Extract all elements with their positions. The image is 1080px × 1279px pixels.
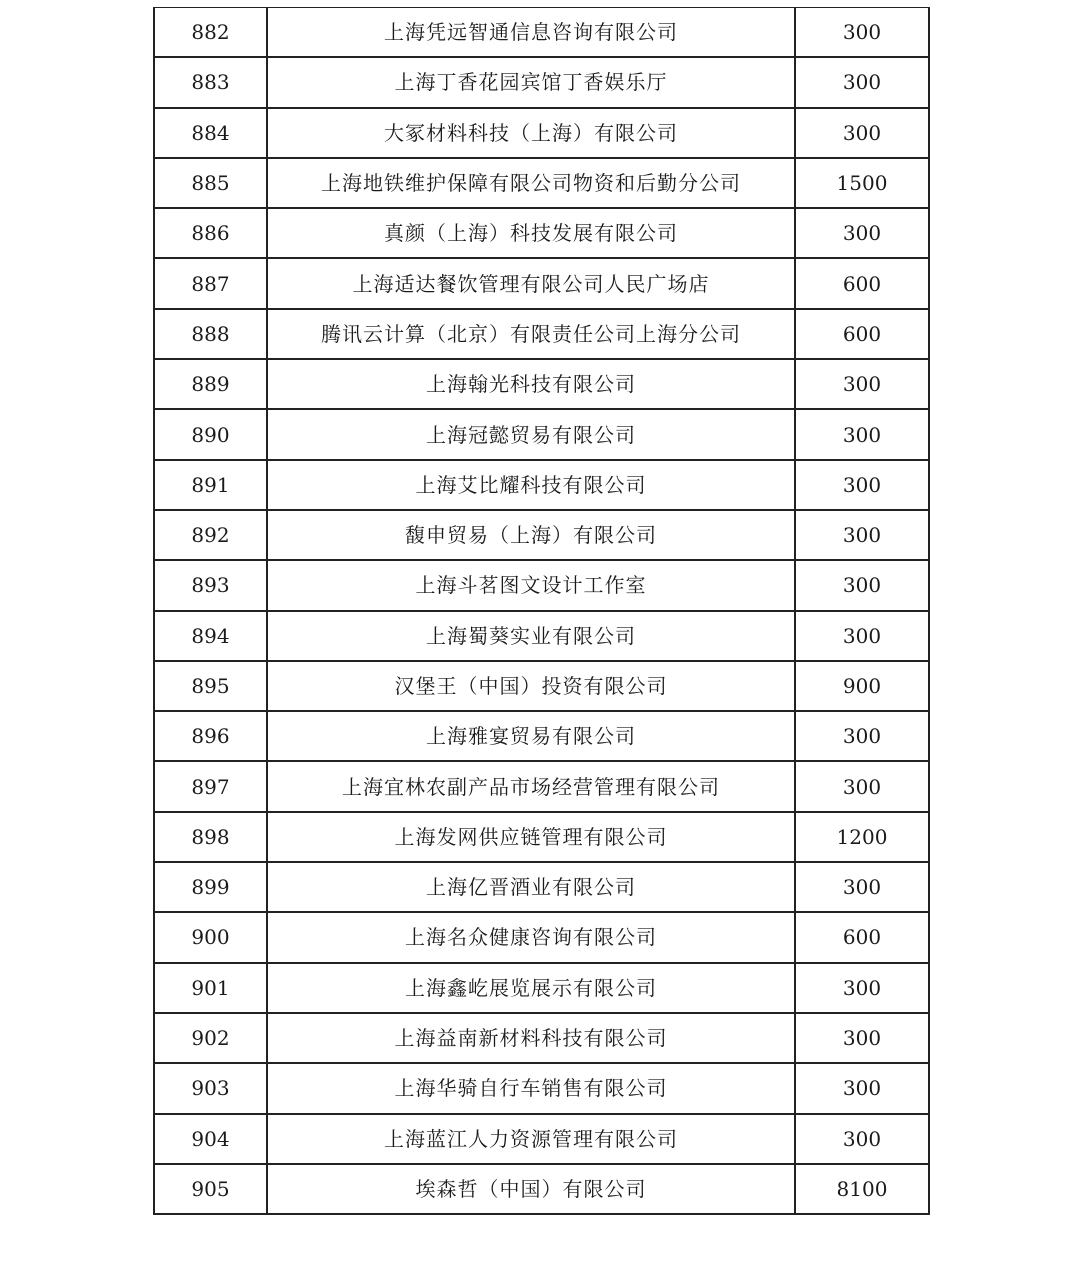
- table-row: [154, 208, 929, 258]
- amount-cell: 1500: [795, 158, 929, 208]
- amount-cell: 300: [795, 963, 929, 1013]
- table-row: [154, 510, 929, 560]
- table-row: [154, 963, 929, 1013]
- company-name-cell: 上海发网供应链管理有限公司: [267, 812, 795, 862]
- company-name-cell: 埃森哲（中国）有限公司: [267, 1164, 795, 1214]
- row-number-cell: 885: [154, 158, 267, 208]
- table-row: [154, 912, 929, 962]
- company-name-cell: 上海冠懿贸易有限公司: [267, 409, 795, 459]
- company-name-cell: 上海华骑自行车销售有限公司: [267, 1063, 795, 1113]
- row-number-cell: 887: [154, 258, 267, 308]
- amount-cell: 300: [795, 711, 929, 761]
- row-number-cell: 894: [154, 611, 267, 661]
- row-number-cell: 899: [154, 862, 267, 912]
- table-row: [154, 258, 929, 308]
- amount-cell: 300: [795, 560, 929, 610]
- company-name-cell: 馥申贸易（上海）有限公司: [267, 510, 795, 560]
- table-row: [154, 1063, 929, 1113]
- row-number-cell: 884: [154, 108, 267, 158]
- company-name-cell: 上海地铁维护保障有限公司物资和后勤分公司: [267, 158, 795, 208]
- amount-cell: 300: [795, 1013, 929, 1063]
- amount-cell: 1200: [795, 812, 929, 862]
- amount-cell: 900: [795, 661, 929, 711]
- amount-cell: 300: [795, 208, 929, 258]
- row-number-cell: 902: [154, 1013, 267, 1063]
- amount-cell: 8100: [795, 1164, 929, 1214]
- amount-cell: 300: [795, 409, 929, 459]
- company-name-cell: 上海蜀葵实业有限公司: [267, 611, 795, 661]
- company-name-cell: 上海丁香花园宾馆丁香娱乐厅: [267, 57, 795, 107]
- company-name-cell: 上海宜林农副产品市场经营管理有限公司: [267, 761, 795, 811]
- row-number-cell: 897: [154, 761, 267, 811]
- company-name-cell: 上海亿晋酒业有限公司: [267, 862, 795, 912]
- row-number-cell: 891: [154, 460, 267, 510]
- table-row: [154, 560, 929, 610]
- row-number-cell: 890: [154, 409, 267, 459]
- amount-cell: 300: [795, 1114, 929, 1164]
- company-name-cell: 上海蓝江人力资源管理有限公司: [267, 1114, 795, 1164]
- amount-cell: 600: [795, 258, 929, 308]
- row-number-cell: 905: [154, 1164, 267, 1214]
- row-number-cell: 904: [154, 1114, 267, 1164]
- company-name-cell: 汉堡王（中国）投资有限公司: [267, 661, 795, 711]
- row-number-cell: 893: [154, 560, 267, 610]
- amount-cell: 300: [795, 460, 929, 510]
- row-number-cell: 900: [154, 912, 267, 962]
- table-row: [154, 57, 929, 107]
- table-row: [154, 1013, 929, 1063]
- table-row: [154, 862, 929, 912]
- amount-cell: 300: [795, 862, 929, 912]
- row-number-cell: 882: [154, 8, 267, 58]
- amount-cell: 300: [795, 359, 929, 409]
- row-number-cell: 889: [154, 359, 267, 409]
- amount-cell: 300: [795, 510, 929, 560]
- company-name-cell: 上海翰光科技有限公司: [267, 359, 795, 409]
- company-name-cell: 上海斗茗图文设计工作室: [267, 560, 795, 610]
- table-row: [154, 812, 929, 862]
- company-name-cell: 上海适达餐饮管理有限公司人民广场店: [267, 258, 795, 308]
- company-name-cell: 上海凭远智通信息咨询有限公司: [267, 8, 795, 58]
- company-name-cell: 上海雅宴贸易有限公司: [267, 711, 795, 761]
- table-row: [154, 108, 929, 158]
- table-row: [154, 711, 929, 761]
- table-row: [154, 1164, 929, 1214]
- company-name-cell: 上海鑫屹展览展示有限公司: [267, 963, 795, 1013]
- amount-cell: 600: [795, 309, 929, 359]
- table-row: [154, 158, 929, 208]
- table-body: [154, 8, 929, 1215]
- table-row: [154, 611, 929, 661]
- row-number-cell: 901: [154, 963, 267, 1013]
- table-row: [154, 309, 929, 359]
- amount-cell: 300: [795, 761, 929, 811]
- table-row: [154, 409, 929, 459]
- amount-cell: 300: [795, 1063, 929, 1113]
- company-name-cell: 大冢材料科技（上海）有限公司: [267, 108, 795, 158]
- amount-cell: 600: [795, 912, 929, 962]
- table-row: [154, 661, 929, 711]
- company-name-cell: 上海名众健康咨询有限公司: [267, 912, 795, 962]
- company-name-cell: 腾讯云计算（北京）有限责任公司上海分公司: [267, 309, 795, 359]
- row-number-cell: 886: [154, 208, 267, 258]
- amount-cell: 300: [795, 108, 929, 158]
- table-row: [154, 359, 929, 409]
- table-row: [154, 1114, 929, 1164]
- row-number-cell: 883: [154, 57, 267, 107]
- amount-cell: 300: [795, 8, 929, 58]
- table-row: [154, 761, 929, 811]
- company-name-cell: 真颜（上海）科技发展有限公司: [267, 208, 795, 258]
- row-number-cell: 898: [154, 812, 267, 862]
- table-row: [154, 460, 929, 510]
- amount-cell: 300: [795, 57, 929, 107]
- table-row: [154, 8, 929, 58]
- row-number-cell: 896: [154, 711, 267, 761]
- data-table-container: [153, 7, 928, 1215]
- amount-cell: 300: [795, 611, 929, 661]
- company-name-cell: 上海艾比耀科技有限公司: [267, 460, 795, 510]
- data-table: [153, 7, 930, 1215]
- row-number-cell: 888: [154, 309, 267, 359]
- row-number-cell: 903: [154, 1063, 267, 1113]
- row-number-cell: 895: [154, 661, 267, 711]
- company-name-cell: 上海益南新材料科技有限公司: [267, 1013, 795, 1063]
- row-number-cell: 892: [154, 510, 267, 560]
